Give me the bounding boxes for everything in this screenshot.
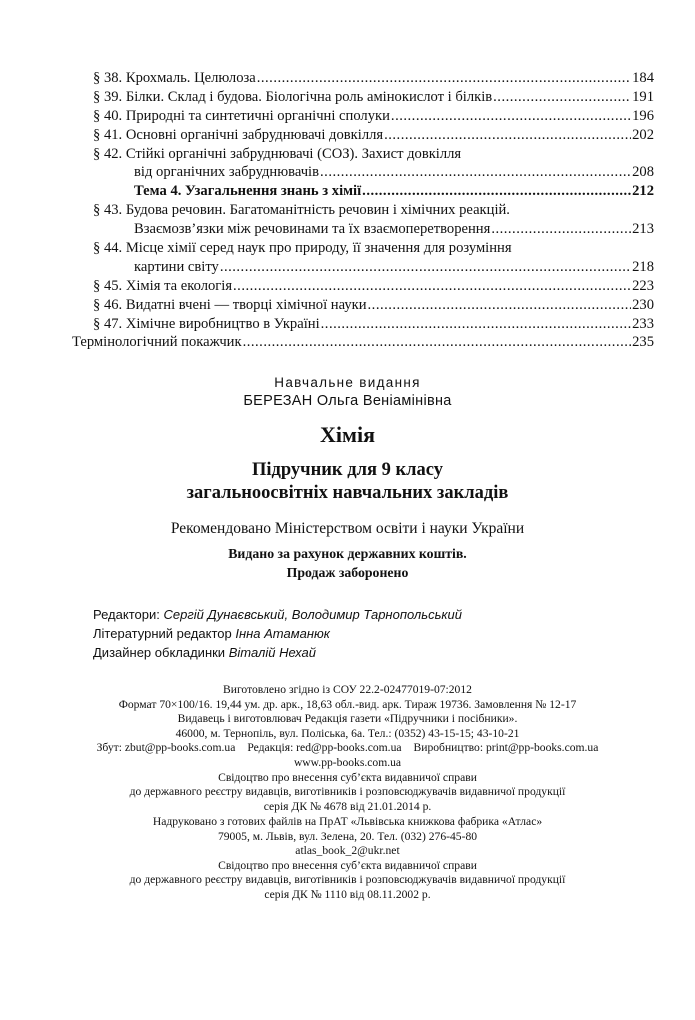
- toc-entry-41: [93, 126, 654, 145]
- toc-entry-45: [93, 277, 654, 296]
- toc-entry-label: § 47. Хімічне виробництво в Україні: [93, 315, 320, 332]
- editors-label: Редактори:: [93, 607, 160, 622]
- toc-entry-44-continued: [93, 258, 654, 277]
- toc-entry-47: [93, 315, 654, 334]
- toc-entry-label: картини світу: [134, 258, 219, 275]
- toc-leader-dots: [243, 333, 632, 352]
- toc-leader-dots: [391, 107, 631, 126]
- toc-entry-43-continued: [93, 220, 654, 239]
- edition-kind: Навчальне видання: [274, 375, 421, 390]
- production-email: Виробництво: print@pp-books.com.ua: [413, 741, 599, 755]
- toc-entry-42: [93, 145, 654, 164]
- toc-entry-42-continued: [93, 163, 654, 182]
- toc-leader-dots: [233, 277, 631, 296]
- toc-entry-39: [93, 88, 654, 107]
- toc-entry-label: § 44. Місце хімії серед наук про природу, її значення для розуміння: [93, 240, 512, 257]
- toc-entry-label: § 41. Основні органічні забруднювачі довкілля: [93, 126, 384, 143]
- literary-editor-name: Інна Атаманюк: [235, 626, 330, 641]
- toc-entry-label: § 45. Хімія та екологія: [93, 277, 233, 294]
- publisher-contacts: [0, 741, 695, 756]
- printer-address: 79005, м. Львів, вул. Зелена, 20. Тел. (032) 276-45-80: [217, 829, 478, 843]
- toc-leader-dots: [257, 69, 631, 88]
- toc-entry-label: § 40. Природні та синтетичні органічні сполуки: [93, 107, 390, 124]
- toc-entry-label: Тема 4. Узагальнення знань з хімії: [134, 183, 362, 200]
- toc-page-number: 218: [632, 258, 654, 275]
- toc-page-number: 196: [632, 107, 654, 124]
- toc-page-number: 208: [632, 164, 654, 181]
- toc-entry-topic-4: [93, 182, 654, 201]
- printer-certificate-line2: до державного реєстру видавців, виготівників і розповсюджувачів видавничої продукції: [129, 873, 566, 887]
- book-subtitle-line2: загальноосвітніх навчальних закладів: [186, 483, 509, 503]
- publisher-certificate-line2: до державного реєстру видавців, виготівників і розповсюджувачів видавничої продукції: [129, 785, 566, 799]
- printer-certificate-line3: серія ДК № 1110 від 08.11.2002 р.: [264, 887, 431, 901]
- table-of-contents: [72, 69, 654, 352]
- production-format: Формат 70×100/16. 19,44 ум. др. арк., 18,63 обл.-вид. арк. Тираж 19736. Замовлення № 12-17: [118, 697, 577, 711]
- toc-entry-label: § 46. Видатні вчені — творці хімічної науки: [93, 296, 367, 313]
- cover-designer-label: Дизайнер обкладинки: [93, 645, 226, 660]
- literary-editor-line: [93, 624, 462, 643]
- toc-entry-label: від органічних забруднювачів: [134, 164, 320, 181]
- author-name: БЕРЕЗАН Ольга Веніамінівна: [243, 393, 452, 409]
- toc-page-number: 202: [632, 126, 654, 143]
- printing-info: [0, 815, 695, 903]
- toc-page-number: 213: [632, 221, 654, 238]
- book-subtitle-line1: Підручник для 9 класу: [252, 460, 443, 480]
- production-standard: Виготовлено згідно із СОУ 22.2-02477019-07:2012: [223, 683, 472, 696]
- sale-prohibited-note: Продаж заборонено: [286, 565, 409, 580]
- credits-block: [93, 605, 462, 662]
- printer-name: Надруковано з готових файлів на ПрАТ «Львівська книжкова фабрика «Атлас»: [152, 815, 543, 828]
- toc-entry-44: [93, 239, 654, 258]
- production-info: [0, 683, 695, 814]
- toc-page-number: 235: [632, 334, 654, 351]
- toc-leader-dots: [491, 220, 631, 239]
- toc-page-number: 233: [632, 315, 654, 332]
- publisher-certificate-line1: Свідоцтво про внесення суб’єкта видавничої справи: [218, 770, 477, 784]
- publisher-address: 46000, м. Тернопіль, вул. Поліська, 6а. Тел.: (0352) 43-15-15; 43-10-21: [175, 726, 520, 740]
- book-title: Хімія: [320, 422, 375, 447]
- toc-leader-dots: [321, 315, 631, 334]
- printer-certificate-line1: Свідоцтво про внесення суб’єкта видавничої справи: [218, 858, 477, 872]
- printer-email: atlas_book_2@ukr.net: [295, 844, 400, 858]
- cover-designer-name: Віталій Нехай: [228, 645, 316, 660]
- toc-entry-43: [93, 201, 654, 220]
- toc-entry-glossary: [72, 333, 654, 352]
- toc-entry-label: § 42. Стійкі органічні забруднювачі (СОЗ). Захист довкілля: [93, 145, 462, 162]
- toc-leader-dots: [220, 258, 631, 277]
- toc-entry-40: [93, 107, 654, 126]
- state-funded-note: Видано за рахунок державних коштів.: [228, 546, 467, 561]
- toc-entry-46: [93, 296, 654, 315]
- sales-email: Збут: zbut@pp-books.com.ua: [96, 741, 236, 755]
- editorial-email: Редакція: red@pp-books.com.ua: [247, 741, 402, 755]
- editors-line: [93, 605, 462, 624]
- toc-page-number: 230: [632, 296, 654, 313]
- toc-entry-label: Термінологічний покажчик: [72, 334, 242, 351]
- toc-leader-dots: [362, 182, 631, 201]
- toc-entry-label: § 43. Будова речовин. Багатоманітність речовин і хімічних реакцій.: [93, 202, 510, 219]
- publisher-certificate-line3: серія ДК № 4678 від 21.01.2014 р.: [263, 799, 432, 813]
- toc-page-number: 184: [632, 70, 654, 86]
- toc-leader-dots: [320, 163, 631, 182]
- toc-leader-dots: [384, 126, 631, 145]
- toc-entry-38: [93, 69, 654, 88]
- toc-entry-label: § 38. Крохмаль. Целюлоза: [93, 70, 256, 86]
- literary-editor-label: Літературний редактор: [93, 626, 232, 641]
- recommendation-note: Рекомендовано Міністерством освіти і науки України: [170, 520, 525, 537]
- toc-leader-dots: [368, 296, 632, 315]
- toc-page-number: 191: [632, 88, 654, 105]
- toc-page-number: 212: [632, 183, 654, 200]
- toc-entry-label: Взаємозв’язки між речовинами та їх взаємоперетворення: [134, 221, 491, 238]
- toc-entry-label: § 39. Білки. Склад і будова. Біологічна роль амінокислот і білків: [93, 88, 493, 105]
- publisher-name: Видавець і виготовлювач Редакція газети «Підручники і посібники».: [177, 712, 518, 726]
- toc-leader-dots: [493, 88, 631, 107]
- toc-page-number: 223: [632, 277, 654, 294]
- editors-names: Сергій Дунаєвський, Володимир Тарнопольський: [163, 607, 463, 622]
- publisher-website: www.pp-books.com.ua: [293, 755, 402, 769]
- cover-designer-line: [93, 643, 462, 662]
